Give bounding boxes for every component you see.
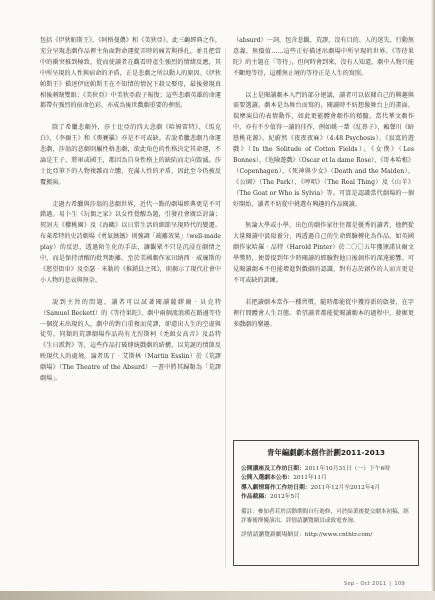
left-text-column bbox=[40, 36, 221, 396]
paragraph: 以上是閱讀劇本入門的部分建議，讀者可以依據自己的興趣與需要選讀。劇本是為舞台而寫的，閱讀時不妨想像舞台上的畫面，揣摩演員的表情動作，如此更能體會劇作的精髓。當代華文劇作中，亦有不少值得一讀的佳作，例如姚一葦《紅鼻子》、賴聲川《暗戀桃花源》、紀蔚然《夜夜夜麻》（4.48 Psychosis）、《寂寞的遊戲》（In the Solitude of Cotton Fields）、《女僕》（Les Bonnes）、《危險遊戲》（Oscar et la dame Rose）、《哥本哈根》（Copenhagen）、《死神與少女》（Death and the Maiden）、《公園》（The Park）、《哼唱》（The Real Thing）及《山羊》（The Goat or Who is Sylvia）等。可算是認識當代劇場的一個好開始，讀者不妨從中挑選有興趣的作品閱讀。 bbox=[233, 91, 414, 208]
paragraph: 說到主旨的問題，讀者可以試著閱讀薩繆爾‧貝克特（Samuel Beckett）的《等待果陀》，劇中兩個流浪漢在路邊等待一個從未出現的人，劇中的對白重複而荒謬，卻道出人生的空虛與徒勞。同類的荒謬劇場作品尚有尤涅斯柯《禿頭女高音》及品特《生日派對》等，這些作品打破傳統戲劇的結構，以荒誕的情節反映現代人的處境。論者馬丁‧艾斯林（Martin Esslin）於《荒謬劇場》（The Theatre of the Absurd）一書中將其歸類為「荒謬劇場」。 bbox=[40, 298, 221, 383]
contest-row bbox=[241, 484, 411, 494]
contest-url-link[interactable]: http://www.cnthtr.com/ bbox=[304, 532, 373, 539]
paragraph: 若把讀劇本當作一種習慣，隨時都能從中獲得新的啟發，在字裡行間體會人生百態。希望讀者都能從閱讀劇本的過程中，發掘更多戲劇的樂趣。 bbox=[233, 298, 414, 328]
paragraph: （absurd）一詞，包含悲觀、荒謬、沒有目的、人的迷失、行動無意義、無價值……這些正好描述出劇場中所呈現的世界。《等待果陀》的主題在「等待」，但何時會到來，沒有人知道，劇中人物只能不斷地等待，這種無止境的等待正是人生的寫照。 bbox=[233, 37, 414, 77]
paragraph: 無論大學或小學，出色的劇作家往往都是優秀的讀者，他們從大量閱讀中汲取養分，再透過自己的生命經驗轉化為作品。如英國劇作家哈羅‧品特（Harold Pinter）於二〇〇五年獲頒諾貝爾文學獎時，便曾提到年少時閱讀的經驗對他日後創作的深遠影響。可見閱讀劇本不但能增進對戲劇的認識，對有志於創作的人而言更是不可或缺的訓練。 bbox=[233, 222, 414, 284]
paragraph: 包括《伊狄帕斯王》、《阿格曼儂》和《美狄亞》。此三齣經典之作，充分呈現悲劇作品裡主角面對命運捉弄時的痛苦與掙扎，並且把當中的衝突推到極致，從而使讀者在觀看時產生強烈的情緒反應，其中所呈現的人性與宿命的矛盾，正是悲劇之所以動人的原因。《伊狄帕斯王》描述伊底帕斯王在不知情的情況下殺父娶母，最後發現真相後刺瞎雙眼；《美狄亞》中美狄亞殺子報復；這些悲劇英雄的命運都帶有強烈的宿命色彩，亦成為後世戲劇重要的參照。 bbox=[40, 37, 221, 110]
contest-url-line bbox=[241, 531, 411, 541]
footer-separator: | bbox=[389, 581, 392, 587]
contest-title: 青年編劇劇本創作計劃2011-2013 bbox=[266, 448, 386, 457]
paragraph: 除了希臘悲劇外，莎士比亞的四大悲劇《哈姆雷特》、《馬克白》、《李爾王》和《奧賽羅》亦是不可或缺。若說希臘悲劇乃命運悲劇，莎翁的悲劇則屬性格悲劇，欲此角色的性格決定其命運，不論是王子、將軍或國王，都因為自身性格上的缺陷而走向毀滅。莎士比亞筆下的人物複雜而立體，充滿人性的矛盾，因此至今仍被反覆搬演。 bbox=[40, 124, 221, 186]
page-number: 109 bbox=[394, 581, 405, 587]
contest-row-value: 2012年5月 bbox=[270, 494, 301, 501]
page-bottom-edge bbox=[0, 591, 435, 600]
paragraph: 走過古希臘與莎翁的悲劇世界，近代一點的劇場經典更是不可錯過。易卜生《玩偶之家》以女性覺醒為題，引發社會廣泛討論；契訶夫《櫻桃園》及《海鷗》以日常生活的細節呈現時代的變遷。布萊希特的史詩劇場《勇氣媽媽》則強調「疏離效果」（well-made play）的反思，透過陌生化的手法，讓觀眾不只是沉浸在劇情之中，而是保持清醒的批判距離。至於美國劇作家田納西‧威廉斯的《慾望街車》及亞瑟‧米勒的《推銷員之死》，則揭示了現代社會中小人物的悲哀與無奈。 bbox=[40, 200, 221, 284]
column-divider bbox=[225, 48, 226, 568]
contest-row bbox=[241, 474, 411, 484]
right-text-column bbox=[233, 36, 414, 341]
contest-note: 備註：參加者若於活動期間自行進修，可於結業後提交劇本初稿，經評審後擇優演出。詳情請瀏覽網頁或致電查詢。 bbox=[241, 508, 409, 525]
contest-info-box bbox=[233, 440, 419, 566]
contest-row-label: 公開講座及工作坊日期： bbox=[241, 465, 305, 472]
contest-row-value: 2011年11月 bbox=[293, 475, 327, 482]
page-edge-shadow bbox=[431, 0, 435, 600]
contest-row bbox=[241, 493, 411, 503]
contest-url-label: 詳情請瀏覽新劇場網頁： bbox=[241, 532, 305, 539]
contest-row-label: 導入劇情寫作工作坊日期： bbox=[241, 484, 311, 491]
contest-row-label: 作品截稿： bbox=[241, 494, 270, 501]
contest-row-value: 2011年12月至2012年4月 bbox=[310, 484, 381, 491]
issue-date: Sep - Oct 2011 bbox=[343, 581, 387, 587]
contest-row bbox=[241, 465, 411, 475]
contest-row-value: 2011年10月31日（一）下午6時 bbox=[304, 465, 391, 472]
page-footer bbox=[344, 581, 405, 587]
contest-row-label: 公開入選劇本公布： bbox=[241, 475, 294, 482]
